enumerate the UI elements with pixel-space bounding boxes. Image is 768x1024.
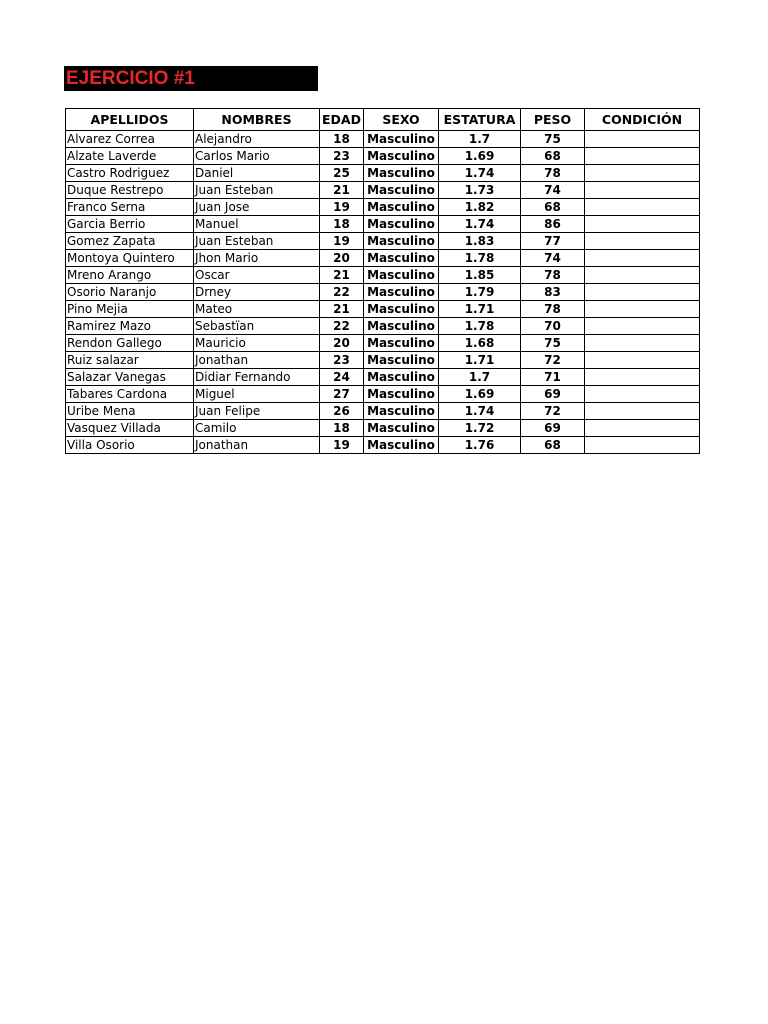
- cell-apellidos: Pino Mejia: [66, 301, 194, 318]
- table-row: [66, 148, 700, 165]
- cell-estatura: 1.73: [439, 182, 521, 199]
- cell-estatura: 1.7: [439, 369, 521, 386]
- cell-apellidos: Castro Rodriguez: [66, 165, 194, 182]
- cell-condicion: [585, 386, 700, 403]
- cell-peso: 72: [521, 352, 585, 369]
- cell-edad: 19: [320, 199, 364, 216]
- cell-peso: 75: [521, 335, 585, 352]
- cell-apellidos: Vasquez Villada: [66, 420, 194, 437]
- header-apellidos: APELLIDOS: [66, 109, 194, 131]
- cell-apellidos: Gomez Zapata: [66, 233, 194, 250]
- cell-condicion: [585, 403, 700, 420]
- table-row: [66, 199, 700, 216]
- cell-peso: 68: [521, 148, 585, 165]
- cell-nombres: Juan Esteban: [194, 233, 320, 250]
- cell-peso: 78: [521, 267, 585, 284]
- cell-sexo: Masculino: [364, 233, 439, 250]
- header-row: [66, 109, 700, 131]
- table-row: [66, 352, 700, 369]
- table-header: [66, 109, 700, 131]
- cell-edad: 18: [320, 420, 364, 437]
- cell-nombres: Juan Jose: [194, 199, 320, 216]
- header-estatura: ESTATURA: [439, 109, 521, 131]
- cell-condicion: [585, 437, 700, 454]
- cell-estatura: 1.83: [439, 233, 521, 250]
- cell-peso: 86: [521, 216, 585, 233]
- cell-estatura: 1.76: [439, 437, 521, 454]
- cell-condicion: [585, 165, 700, 182]
- header-condicion: CONDICIÓN: [585, 109, 700, 131]
- cell-peso: 78: [521, 301, 585, 318]
- cell-nombres: Juan Felipe: [194, 403, 320, 420]
- cell-estatura: 1.82: [439, 199, 521, 216]
- cell-sexo: Masculino: [364, 403, 439, 420]
- cell-condicion: [585, 318, 700, 335]
- cell-apellidos: Villa Osorio: [66, 437, 194, 454]
- header-sexo: SEXO: [364, 109, 439, 131]
- cell-nombres: Jonathan: [194, 437, 320, 454]
- table-row: [66, 131, 700, 148]
- cell-apellidos: Alvarez Correa: [66, 131, 194, 148]
- cell-edad: 23: [320, 352, 364, 369]
- cell-peso: 75: [521, 131, 585, 148]
- cell-peso: 68: [521, 437, 585, 454]
- cell-edad: 22: [320, 318, 364, 335]
- cell-edad: 26: [320, 403, 364, 420]
- table-row: [66, 386, 700, 403]
- cell-estatura: 1.74: [439, 165, 521, 182]
- cell-edad: 21: [320, 182, 364, 199]
- cell-estatura: 1.78: [439, 250, 521, 267]
- page-title: EJERCICIO #1: [66, 68, 195, 89]
- cell-estatura: 1.74: [439, 216, 521, 233]
- cell-peso: 74: [521, 250, 585, 267]
- cell-peso: 72: [521, 403, 585, 420]
- cell-sexo: Masculino: [364, 437, 439, 454]
- table-row: [66, 301, 700, 318]
- cell-sexo: Masculino: [364, 148, 439, 165]
- cell-condicion: [585, 199, 700, 216]
- cell-estatura: 1.7: [439, 131, 521, 148]
- table-row: [66, 267, 700, 284]
- cell-condicion: [585, 284, 700, 301]
- cell-sexo: Masculino: [364, 335, 439, 352]
- cell-nombres: Sebastïan: [194, 318, 320, 335]
- cell-estatura: 1.78: [439, 318, 521, 335]
- cell-edad: 21: [320, 301, 364, 318]
- header-edad: EDAD: [320, 109, 364, 131]
- cell-edad: 21: [320, 267, 364, 284]
- table-row: [66, 250, 700, 267]
- table-body: [66, 131, 700, 454]
- cell-edad: 18: [320, 131, 364, 148]
- cell-nombres: Miguel: [194, 386, 320, 403]
- cell-edad: 27: [320, 386, 364, 403]
- cell-peso: 77: [521, 233, 585, 250]
- table-row: [66, 420, 700, 437]
- cell-nombres: Jonathan: [194, 352, 320, 369]
- cell-sexo: Masculino: [364, 301, 439, 318]
- cell-apellidos: Salazar Vanegas: [66, 369, 194, 386]
- cell-condicion: [585, 267, 700, 284]
- cell-estatura: 1.71: [439, 301, 521, 318]
- cell-peso: 68: [521, 199, 585, 216]
- cell-apellidos: Duque Restrepo: [66, 182, 194, 199]
- cell-sexo: Masculino: [364, 165, 439, 182]
- table-row: [66, 335, 700, 352]
- cell-peso: 71: [521, 369, 585, 386]
- cell-apellidos: Tabares Cardona: [66, 386, 194, 403]
- table-row: [66, 233, 700, 250]
- cell-sexo: Masculino: [364, 250, 439, 267]
- cell-sexo: Masculino: [364, 352, 439, 369]
- cell-nombres: Mateo: [194, 301, 320, 318]
- data-table: [65, 108, 700, 454]
- cell-condicion: [585, 301, 700, 318]
- cell-sexo: Masculino: [364, 267, 439, 284]
- cell-apellidos: Ramirez Mazo: [66, 318, 194, 335]
- cell-nombres: Jhon Mario: [194, 250, 320, 267]
- cell-apellidos: Alzate Laverde: [66, 148, 194, 165]
- cell-nombres: Oscar: [194, 267, 320, 284]
- cell-edad: 20: [320, 250, 364, 267]
- cell-apellidos: Franco Serna: [66, 199, 194, 216]
- table-row: [66, 318, 700, 335]
- table-row: [66, 165, 700, 182]
- cell-peso: 83: [521, 284, 585, 301]
- table-row: [66, 437, 700, 454]
- cell-edad: 18: [320, 216, 364, 233]
- table-row: [66, 182, 700, 199]
- cell-sexo: Masculino: [364, 386, 439, 403]
- cell-edad: 24: [320, 369, 364, 386]
- cell-nombres: Alejandro: [194, 131, 320, 148]
- cell-condicion: [585, 250, 700, 267]
- cell-estatura: 1.74: [439, 403, 521, 420]
- cell-estatura: 1.72: [439, 420, 521, 437]
- cell-nombres: Mauricio: [194, 335, 320, 352]
- cell-sexo: Masculino: [364, 182, 439, 199]
- cell-estatura: 1.69: [439, 386, 521, 403]
- cell-nombres: Daniel: [194, 165, 320, 182]
- cell-estatura: 1.71: [439, 352, 521, 369]
- cell-edad: 19: [320, 233, 364, 250]
- cell-estatura: 1.69: [439, 148, 521, 165]
- cell-condicion: [585, 420, 700, 437]
- cell-peso: 78: [521, 165, 585, 182]
- cell-nombres: Juan Esteban: [194, 182, 320, 199]
- cell-nombres: Didiar Fernando: [194, 369, 320, 386]
- cell-sexo: Masculino: [364, 318, 439, 335]
- cell-condicion: [585, 335, 700, 352]
- table-row: [66, 403, 700, 420]
- cell-estatura: 1.79: [439, 284, 521, 301]
- cell-edad: 19: [320, 437, 364, 454]
- cell-sexo: Masculino: [364, 369, 439, 386]
- cell-edad: 25: [320, 165, 364, 182]
- cell-edad: 20: [320, 335, 364, 352]
- cell-sexo: Masculino: [364, 420, 439, 437]
- cell-condicion: [585, 216, 700, 233]
- cell-estatura: 1.85: [439, 267, 521, 284]
- cell-apellidos: Garcia Berrio: [66, 216, 194, 233]
- cell-peso: 74: [521, 182, 585, 199]
- cell-estatura: 1.68: [439, 335, 521, 352]
- cell-sexo: Masculino: [364, 131, 439, 148]
- cell-sexo: Masculino: [364, 284, 439, 301]
- cell-nombres: Drney: [194, 284, 320, 301]
- cell-nombres: Camilo: [194, 420, 320, 437]
- table-row: [66, 284, 700, 301]
- cell-sexo: Masculino: [364, 199, 439, 216]
- cell-condicion: [585, 352, 700, 369]
- cell-condicion: [585, 182, 700, 199]
- cell-apellidos: Osorio Naranjo: [66, 284, 194, 301]
- cell-sexo: Masculino: [364, 216, 439, 233]
- cell-condicion: [585, 148, 700, 165]
- cell-apellidos: Mreno Arango: [66, 267, 194, 284]
- cell-apellidos: Rendon Gallego: [66, 335, 194, 352]
- table-row: [66, 216, 700, 233]
- cell-condicion: [585, 131, 700, 148]
- cell-apellidos: Ruiz salazar: [66, 352, 194, 369]
- cell-apellidos: Montoya Quintero: [66, 250, 194, 267]
- header-peso: PESO: [521, 109, 585, 131]
- cell-nombres: Manuel: [194, 216, 320, 233]
- cell-condicion: [585, 233, 700, 250]
- table-row: [66, 369, 700, 386]
- cell-nombres: Carlos Mario: [194, 148, 320, 165]
- cell-condicion: [585, 369, 700, 386]
- header-nombres: NOMBRES: [194, 109, 320, 131]
- cell-apellidos: Uribe Mena: [66, 403, 194, 420]
- cell-edad: 23: [320, 148, 364, 165]
- cell-peso: 69: [521, 386, 585, 403]
- cell-edad: 22: [320, 284, 364, 301]
- cell-peso: 70: [521, 318, 585, 335]
- title-banner: [64, 66, 318, 91]
- cell-peso: 69: [521, 420, 585, 437]
